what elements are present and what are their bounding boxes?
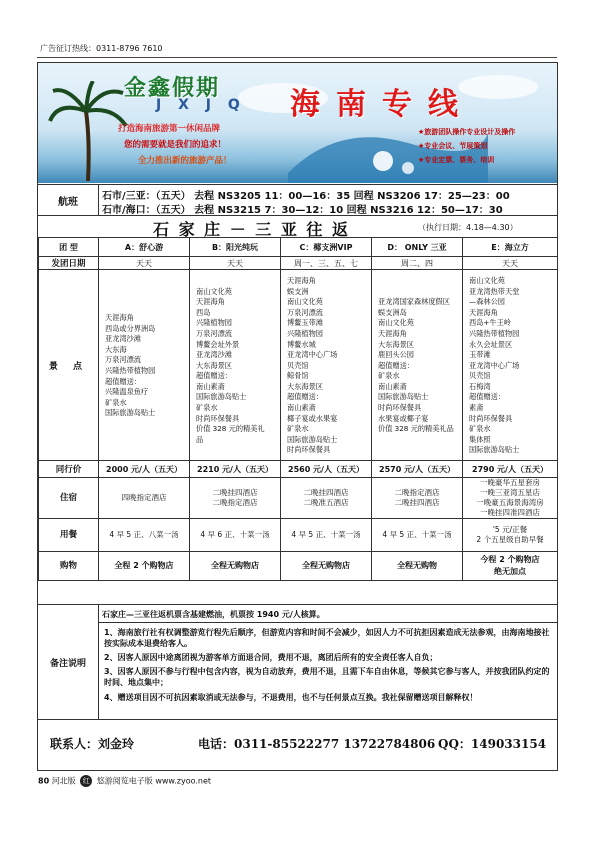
cell-line: 四晚指定酒店 [121, 493, 167, 502]
cell-line: 4 早 6 正、十菜一汤 [200, 530, 270, 539]
spot-item: 国际旅游岛贴士 [105, 408, 156, 418]
spot-item: 天涯海角 [287, 275, 316, 285]
spot-item: 南山素斋 [378, 381, 407, 391]
cell-line: 全程无购物店 [211, 561, 259, 570]
spots-cell [372, 270, 463, 461]
table-row [39, 478, 558, 519]
stay-cell [463, 478, 558, 519]
banner [38, 63, 557, 183]
spot-item: 亚龙湾中心广场 [287, 350, 338, 360]
cell-line: 全程 2 个购物店 [114, 561, 174, 570]
spot-item: 矿泉水 [196, 403, 218, 413]
palm-tree-icon [48, 81, 128, 181]
hotline-text: 广告征订热线：0311-8796 7610 [40, 44, 163, 53]
cell-line: 4 早 5 正、八菜一汤 [109, 530, 179, 539]
spot-item: 博鳌水城 [287, 339, 316, 349]
feature-text: ★专业定票、票务、培训 [418, 156, 495, 164]
publisher-text: 悠游阅览电子版 www.zyoo.net [96, 776, 212, 786]
cell-line: 一晚三亚湾五星店 [480, 488, 540, 497]
spot-item: 鲸骨馆 [287, 371, 309, 381]
note-item: 1、海南旅行社有权调整游览行程先后顺序，但游览内容和时间不会减少，如因人力不可抗拒因素造成无法参观，由海南地接社按实际成本退费给客人。 [104, 628, 550, 648]
table-row [39, 257, 558, 270]
meal-cell [99, 519, 190, 552]
meal-cell [190, 519, 281, 552]
slogan: 全力推出新的旅游产品！ [138, 156, 232, 166]
cell-line: 二晚挂四酒店 [212, 488, 258, 497]
spot-item: 时尚环保餐具 [196, 413, 240, 423]
row-label: 发团日期 [39, 257, 99, 270]
cell-line: 一晚挂四准四酒店 [480, 508, 540, 517]
spot-item: 天涯海角 [469, 307, 498, 317]
cell-line: 4 早 5 正、十菜一汤 [291, 530, 361, 539]
feature-text: ★专业会议、节展策划 [418, 142, 488, 150]
spot-item: 时尚环保餐具 [287, 445, 331, 455]
shop-cell [281, 552, 372, 581]
itinerary-table [38, 237, 558, 581]
route-name: 石 家 庄 － 三 亚 往 返 [153, 220, 350, 239]
publisher-badge-icon: 红 [80, 775, 92, 787]
contact-phone: 电话：0311-85522277 13722784806 [198, 737, 436, 751]
spot-item: 矿泉水 [378, 371, 400, 381]
cell-line: 全程无购物 [397, 561, 437, 570]
table-row [39, 552, 558, 581]
divider [37, 57, 557, 58]
stay-cell [281, 478, 372, 519]
spot-item: 大东海景区 [196, 360, 232, 370]
spot-item: 矿泉水 [287, 424, 309, 434]
meal-cell [463, 519, 558, 552]
flight-line: 石市/三亚：（五天） 去程 NS3205 11：00—16：35 回程 NS3206 17：25—23：00 [102, 191, 510, 202]
route-sheet [37, 62, 558, 771]
spot-item: 西岛+牛王岭 [469, 318, 511, 328]
spot-item: 超值赠送： [287, 392, 323, 402]
spot-item: 天涯海角 [196, 297, 225, 307]
spot-item: 南山文化苑 [196, 286, 232, 296]
spots-cell [99, 270, 190, 461]
spot-item: 国际旅游岛贴士 [196, 392, 247, 402]
cell-line: 2 个五星级自助早餐 [476, 535, 544, 544]
group-type: E：海立方 [463, 238, 558, 257]
departure-days: 周二、四 [372, 257, 463, 270]
shop-cell [463, 552, 558, 581]
spot-item: 万泉河漂流 [105, 355, 141, 365]
table-row [39, 519, 558, 552]
spot-item: 蜈支洲岛 [378, 307, 407, 317]
spot-item: 永久会址景区 [469, 339, 513, 349]
spot-item: 大东海景区 [287, 381, 323, 391]
spot-item: 时尚环保餐具 [469, 413, 513, 423]
spot-item: 石梅湾 [469, 381, 491, 391]
cell-line: 二晚准五酒店 [303, 498, 349, 507]
price-cell: 2000 元/人（五天） [99, 461, 190, 478]
spot-item: 椰子宴或水果宴 [287, 413, 338, 423]
spot-item: 亚龙湾中心广场 [469, 360, 520, 370]
spot-item: 蜈支洲 [287, 286, 309, 296]
price-cell: 2210 元/人（五天） [190, 461, 281, 478]
exec-date: （执行日期：4.18—4.30） [418, 223, 518, 232]
page-number: 80 [38, 776, 50, 786]
group-type: B：阳光纯玩 [190, 238, 281, 257]
spot-item: 亚龙湾国家森林度假区 [378, 297, 450, 307]
row-label: 团 型 [39, 238, 99, 257]
contact-person: 联系人：刘金玲 [50, 737, 135, 751]
spot-item: 南山文化苑 [378, 318, 414, 328]
spot-item: 西岛 [196, 307, 211, 317]
spot-item: 万泉河漂流 [196, 328, 232, 338]
stay-cell [190, 478, 281, 519]
note-item: 4、赠送项目因不可抗因素取消或无法参与，不退费用，也不与任何景点互换。我社保留赠送项目解释权！ [104, 693, 478, 702]
slogan: 打造海南旅游第一休闲品牌 [118, 124, 221, 134]
spots-cell [190, 270, 281, 461]
edition-label: 河北版 [51, 776, 76, 786]
spot-item: 博鳌玉带滩 [287, 318, 323, 328]
spot-item: 兴隆热带植物园 [469, 328, 520, 338]
stay-cell [372, 478, 463, 519]
group-type: A：舒心游 [99, 238, 190, 257]
departure-days: 天天 [463, 257, 558, 270]
group-type: D： ONLY 三亚 [372, 238, 463, 257]
spot-item: 国际旅游岛贴士 [378, 392, 429, 402]
spot-item: 玉带滩 [469, 350, 491, 360]
spot-item: 万泉河漂流 [287, 307, 323, 317]
slogan: 您的需要就是我们的追求！ [124, 140, 227, 150]
notes-section [38, 604, 557, 720]
spot-item: 水果宴或椰子宴 [378, 413, 429, 423]
note-item: 2、因客人原因中途离团视为游客单方面退合同，费用不退，离团后所有的安全责任客人自负； [104, 653, 438, 662]
spot-item: 超值赠送： [196, 371, 232, 381]
spot-item: 兴隆植物园 [196, 318, 232, 328]
departure-days: 周一、三、五、七 [281, 257, 372, 270]
departure-days: 天天 [99, 257, 190, 270]
spot-item: 超值赠送： [105, 376, 141, 386]
spot-item: 价值 328 元的精美礼 [196, 424, 265, 434]
cell-line: 一晚豪华五星套房 [480, 478, 540, 487]
cell-line: 绝无加点 [494, 567, 526, 576]
spot-item: 兴隆温泉鱼疗 [105, 387, 149, 397]
contact-bar [38, 719, 557, 771]
route-title: 海南专线 [290, 87, 474, 122]
notes-airfare: 石家庄—三亚往返机票含基建燃油，机票按 1940 元/人核算。 [98, 605, 557, 623]
spot-item: 西岛或分界洲岛 [105, 323, 156, 333]
row-label: 同行价 [39, 461, 99, 478]
meal-cell [281, 519, 372, 552]
shop-cell [372, 552, 463, 581]
spot-item: 亚龙湾沙滩 [196, 350, 232, 360]
shop-cell [99, 552, 190, 581]
spot-item: 价值 328 元的精美礼品 [378, 424, 454, 434]
spot-item: 南山素斋 [287, 403, 316, 413]
spot-item: 超值赠送： [378, 360, 414, 370]
spot-item: 兴隆植物园 [287, 328, 323, 338]
spots-cell [463, 270, 558, 461]
spot-item: 兴隆热带植物园 [105, 366, 156, 375]
price-cell: 2570 元/人（五天） [372, 461, 463, 478]
page-footer [38, 775, 211, 787]
cell-line: 二晚挂四酒店 [303, 488, 349, 497]
row-label: 景 点 [39, 270, 99, 461]
spot-item: 大东海景区 [378, 339, 414, 349]
spot-item: 南山文化苑 [287, 297, 323, 307]
cell-line: 今程 2 个购物店 [480, 555, 540, 564]
spot-item: 超值赠送： [469, 392, 505, 402]
feature-text: ★旅游团队操作专业设计及操作 [418, 128, 516, 136]
group-type: C：椰支洲VIP [281, 238, 372, 257]
cell-line: 全程无购物店 [302, 561, 350, 570]
spot-item: 大东海 [105, 344, 127, 354]
cell-line: 二晚指定酒店 [212, 498, 258, 507]
spot-item: 博鳌会址外景 [196, 339, 240, 349]
meal-cell [372, 519, 463, 552]
table-row [39, 270, 558, 461]
spot-item: 天涯海角 [378, 328, 407, 338]
spot-item: 贝壳馆 [287, 360, 309, 370]
stay-cell [99, 478, 190, 519]
row-label: 住宿 [39, 478, 99, 519]
spot-item: 集体照 [469, 434, 491, 444]
spot-item: 亚龙湾沙滩 [105, 334, 141, 344]
notes-label: 备注说明 [38, 605, 99, 720]
route-heading [38, 215, 557, 238]
spot-item: 南山素斋 [196, 381, 225, 391]
spot-item: 南山文化苑 [469, 275, 505, 285]
spot-item: 亚龙湾热带天堂 [469, 286, 520, 296]
spot-item: —森林公园 [469, 297, 505, 307]
spot-item: 国际旅游岛贴士 [287, 434, 338, 444]
flight-info [38, 184, 557, 215]
price-cell: 2560 元/人（五天） [281, 461, 372, 478]
spot-item: 品 [196, 434, 204, 444]
spot-item: 矿泉水 [105, 397, 127, 407]
price-cell: 2790 元/人（五天） [463, 461, 558, 478]
spot-item: 矿泉水 [469, 424, 491, 434]
cell-line: 二晚挂四酒店 [394, 498, 440, 507]
spots-cell [281, 270, 372, 461]
departure-days: 天天 [190, 257, 281, 270]
flight-label: 航班 [38, 185, 99, 215]
shop-cell [190, 552, 281, 581]
spot-item: 天涯海角 [105, 313, 134, 323]
cell-line: 一晚豪五海景海湾房 [476, 498, 544, 507]
row-label: 购物 [39, 552, 99, 581]
cell-line: 二晚指定酒店 [394, 488, 440, 497]
spot-item: 贝壳馆 [469, 371, 491, 381]
cell-line: '5 元/正餐 [492, 525, 528, 534]
brand-logo: 金鑫假期 [124, 75, 221, 101]
table-row [39, 238, 558, 257]
cell-line: 4 早 5 正、十菜一汤 [382, 530, 452, 539]
note-item: 3、因客人原因不参与行程中包含内容，视为自动放弃，费用不退，且需下车自由休息，等候其它参与客人，并按我团队约定的时间、地点集中； [104, 667, 550, 687]
table-row [39, 461, 558, 478]
row-label: 用餐 [39, 519, 99, 552]
spot-item: 素斋 [469, 403, 484, 413]
brand-latin: J X J Q [156, 97, 246, 113]
spot-item: 国际旅游岛贴士 [469, 445, 520, 455]
spot-item: 时尚环保餐具 [378, 403, 422, 413]
flight-line: 石市/海口：（五天） 去程 NS3215 7：30—12：10 回程 NS3216 12：50—17：30 [102, 205, 503, 216]
contact-qq: QQ：149033154 [438, 737, 547, 751]
spot-item: 鹿回头公园 [378, 350, 414, 360]
